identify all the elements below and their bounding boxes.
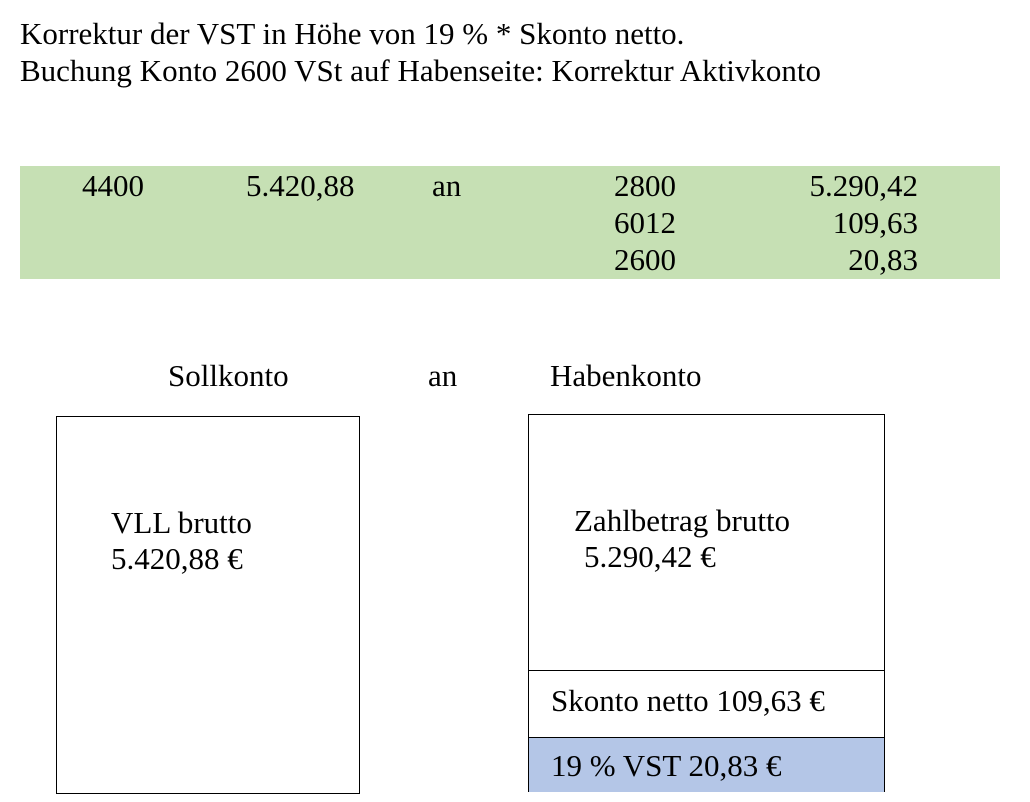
debit-account-label: Sollkonto <box>168 358 289 393</box>
booking-connector: an <box>432 168 462 203</box>
credit-amount-2: 109,63 <box>832 205 918 240</box>
credit-account-label: Habenkonto <box>550 358 702 393</box>
credit-account-box <box>528 414 885 792</box>
discount-line: Skonto netto 109,63 € <box>551 683 825 718</box>
credit-box-title: Zahlbetrag brutto <box>574 503 791 538</box>
credit-box-amount: 5.290,42 € <box>584 539 716 574</box>
heading-line-1: Korrektur der VST in Höhe von 19 % * Skonto netto. <box>20 16 685 51</box>
credit-amount-3: 20,83 <box>848 242 918 277</box>
debit-box-amount: 5.420,88 € <box>111 541 243 576</box>
vat-line: 19 % VST 20,83 € <box>551 748 782 783</box>
debit-account-box <box>56 416 360 794</box>
booking-record <box>20 166 1000 279</box>
credit-account-1: 2800 <box>614 168 676 203</box>
debit-account: 4400 <box>82 168 144 203</box>
credit-amount-1: 5.290,42 <box>809 168 918 203</box>
credit-account-2: 6012 <box>614 205 676 240</box>
heading-line-2: Buchung Konto 2600 VSt auf Habenseite: Korrektur Aktivkonto <box>20 53 822 88</box>
credit-account-3: 2600 <box>614 242 676 277</box>
debit-amount: 5.420,88 <box>246 168 355 203</box>
vat-correction-cell <box>529 737 884 792</box>
diagram-connector: an <box>428 358 458 393</box>
credit-box-divider <box>529 670 884 671</box>
debit-box-title: VLL brutto <box>111 505 252 540</box>
